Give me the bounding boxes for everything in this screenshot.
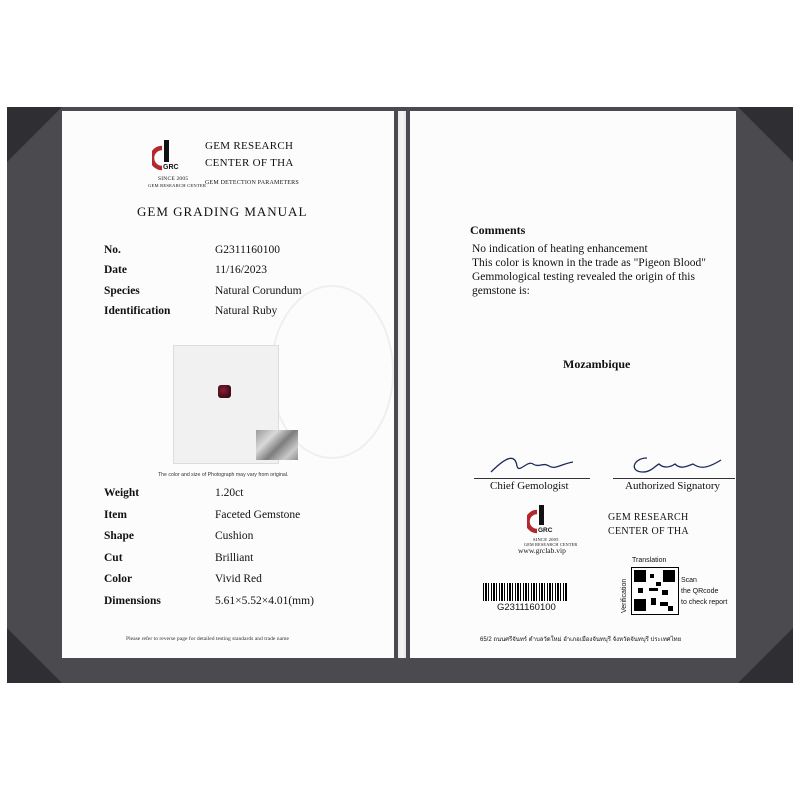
qr-module: [651, 598, 656, 605]
field-identification-value: Natural Ruby: [215, 305, 278, 317]
report-barcode: [483, 583, 567, 601]
qr-module: [668, 606, 673, 611]
qr-code[interactable]: [631, 567, 679, 615]
manual-title: GEM GRADING MANUAL: [137, 204, 308, 219]
qr-module: [638, 588, 643, 593]
center-fold: [398, 111, 406, 658]
folder-corner-top-right: [738, 107, 793, 162]
field-date-label: Date: [104, 264, 127, 276]
field-weight-label: Weight: [104, 487, 140, 499]
comment-line: No indication of heating enhancement: [472, 243, 648, 255]
qr-module: [656, 582, 661, 586]
field-shape-value: Cushion: [215, 530, 254, 542]
qr-caption-line: to check report: [681, 599, 728, 606]
field-weight-value: 1.20ct: [215, 487, 244, 499]
field-dimensions-label: Dimensions: [104, 595, 161, 607]
field-no-value: G2311160100: [215, 244, 280, 256]
folder-corner-bottom-left: [7, 628, 62, 683]
org-subtitle: GEM DETECTION PARAMETERS: [205, 180, 299, 186]
qr-finder: [634, 599, 646, 611]
origin-value: Mozambique: [563, 357, 631, 371]
qr-caption-line: Scan: [681, 577, 697, 584]
photo-caption: The color and size of Photograph may vary from original.: [158, 472, 289, 478]
org-name-line1: GEM RESEARCH: [608, 512, 689, 523]
field-item-label: Item: [104, 509, 127, 521]
logo-letters: GRC: [538, 527, 553, 534]
field-no-label: No.: [104, 244, 121, 256]
logo-center-tag: GEM RESEARCH CENTER: [148, 183, 207, 188]
logo-letters: GRC: [163, 164, 179, 171]
field-shape-label: Shape: [104, 530, 135, 542]
org-name-line1: GEM RESEARCH: [205, 140, 294, 152]
comments-heading: Comments: [470, 223, 526, 237]
barcode-number: G2311160100: [497, 602, 556, 613]
comment-line: Gemmological testing revealed the origin of this: [472, 271, 695, 283]
logo-center-tag: GEM RESEARCH CENTER: [524, 542, 578, 547]
org-name-line2: CENTER OF THA: [608, 526, 689, 537]
authorized-signatory-signature: [625, 450, 725, 478]
logo-since: SINCE 2005: [533, 537, 559, 542]
comment-line: This color is known in the trade as "Pigeon Blood": [472, 257, 706, 269]
qr-module: [660, 602, 668, 606]
comment-line: gemstone is:: [472, 285, 530, 297]
logo-since: SINCE 2005: [158, 176, 189, 182]
hologram-sticker: [256, 430, 298, 460]
field-cut-label: Cut: [104, 552, 123, 564]
qr-module: [662, 590, 668, 595]
authorized-signatory-label: Authorized Signatory: [625, 480, 721, 492]
field-species-label: Species: [104, 285, 140, 297]
qr-caption-line: the QRcode: [681, 588, 719, 595]
field-cut-value: Brilliant: [215, 552, 254, 564]
signature-line-left: [474, 478, 590, 479]
chief-gemologist-signature: [487, 452, 577, 478]
qr-module: [649, 588, 658, 591]
footer-note: Please refer to reverse page for detailed testing standards and trade name: [126, 636, 289, 642]
qr-translation-label: Translation: [632, 557, 667, 564]
org-name-line2: CENTER OF THA: [205, 157, 294, 169]
field-date-value: 11/16/2023: [215, 264, 267, 276]
field-identification-label: Identification: [104, 305, 171, 317]
ruby-gemstone-image: [218, 385, 231, 398]
qr-verification-label: Verification: [621, 578, 628, 613]
folder-corner-top-left: [7, 107, 62, 162]
qr-module: [650, 574, 654, 578]
field-color-label: Color: [104, 573, 133, 585]
chief-gemologist-label: Chief Gemologist: [490, 480, 569, 492]
qr-finder: [663, 570, 675, 582]
field-species-value: Natural Corundum: [215, 285, 302, 297]
field-color-value: Vivid Red: [215, 573, 262, 585]
field-dimensions-value: 5.61×5.52×4.01(mm): [215, 595, 314, 607]
field-item-value: Faceted Gemstone: [215, 509, 301, 521]
website-link[interactable]: www.grclab.vip: [518, 546, 566, 555]
address-line: 65/2 ถนนศรีจันทร์ ตำบลวัดใหม่ อำเภอเมืองจันทบุรี จังหวัดจันทบุรี ประเทศไทย: [480, 637, 682, 643]
qr-finder: [634, 570, 646, 582]
signature-line-right: [613, 478, 735, 479]
folder-corner-bottom-right: [738, 628, 793, 683]
